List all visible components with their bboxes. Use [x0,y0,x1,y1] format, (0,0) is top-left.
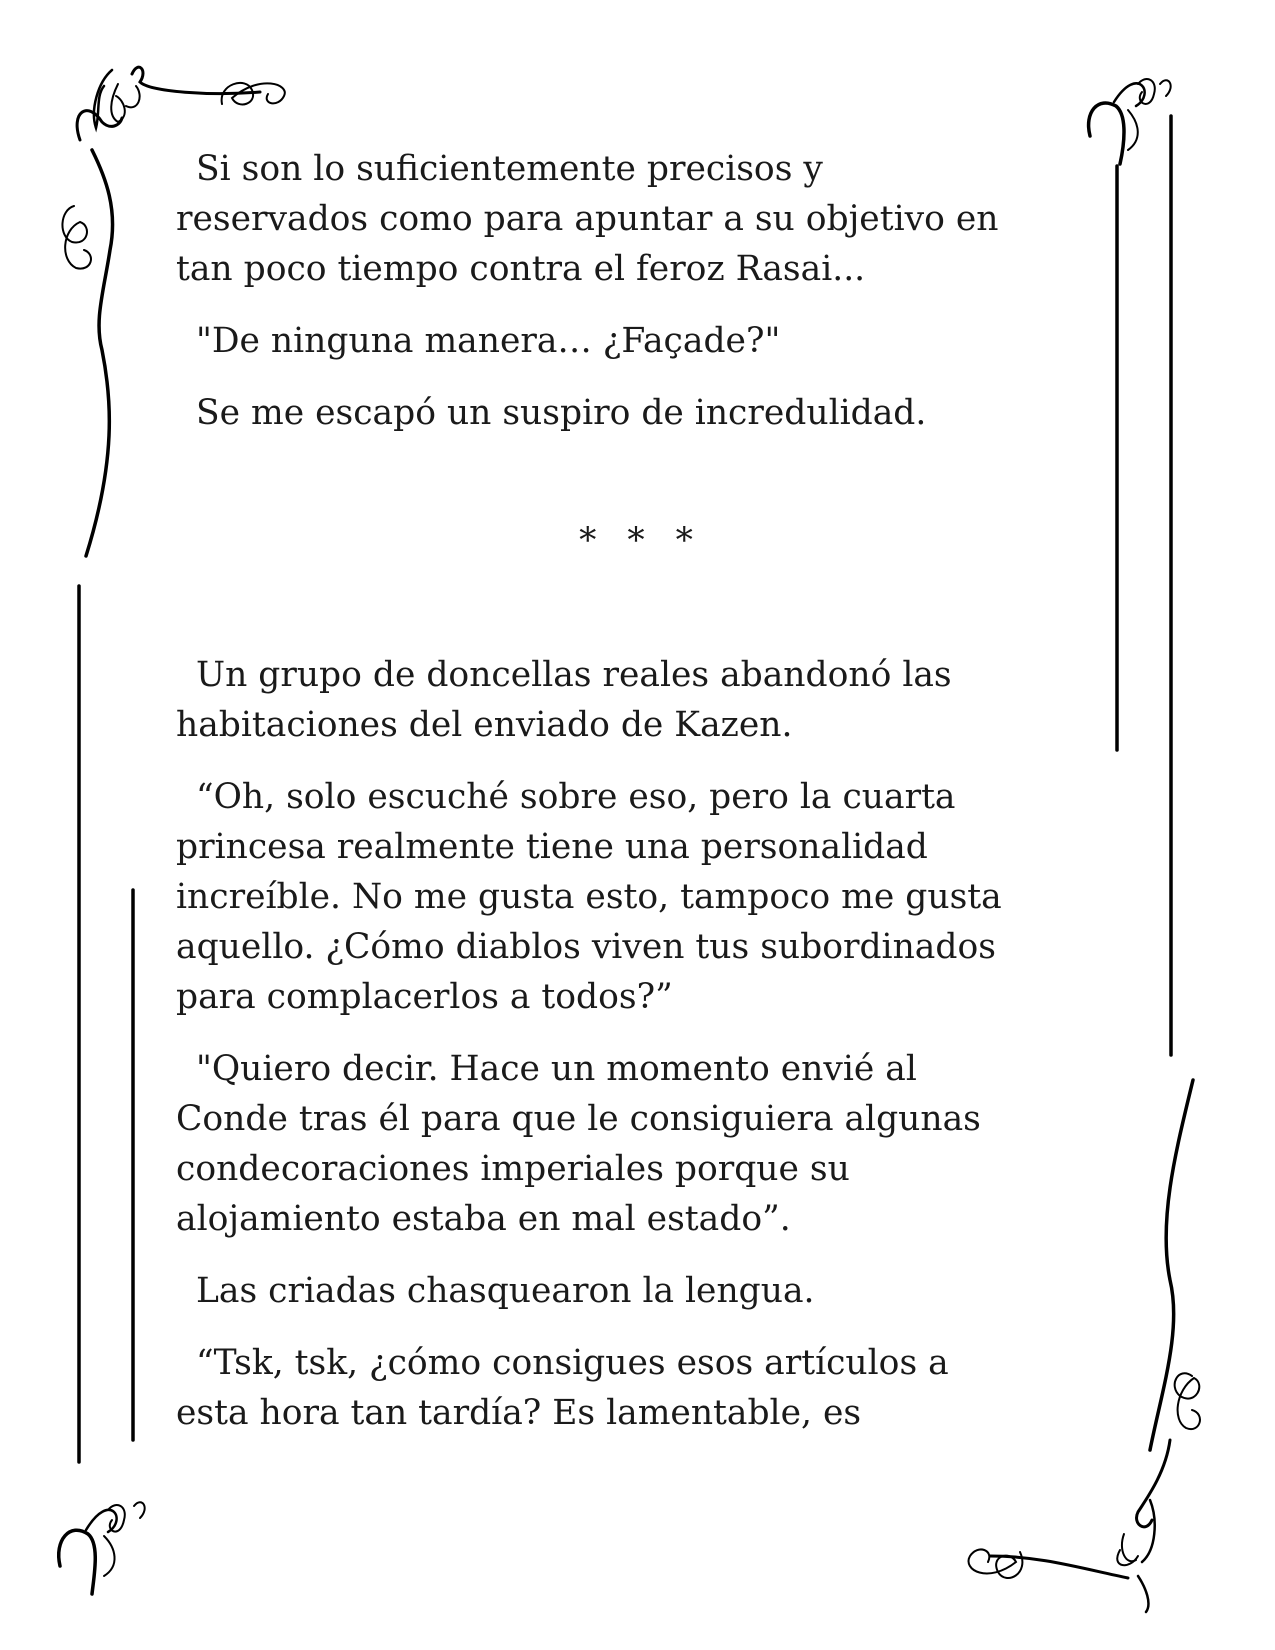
body-text [176,144,1076,1438]
paragraph-1: Si son lo suficientemente precisos y reservados como para apuntar a su objetivo en tan poco tiempo contra el feroz Rasai... [176,149,999,289]
paragraph-2: "De ninguna manera… ¿Façade?" [196,321,781,361]
paragraph-6: "Quiero decir. Hace un momento envié al Conde tras él para que le consiguiera algunas condecoraciones imperiales porque su alojamiento estaba en mal estado”. [176,1049,981,1239]
paragraph-7: Las criadas chasquearon la lengua. [196,1271,815,1311]
paragraph-8: “Tsk, tsk, ¿cómo consigues esos artículos a esta hora tan tardía? Es lamentable, es [176,1343,949,1433]
paragraph-4: Un grupo de doncellas reales abandonó las habitaciones del enviado de Kazen. [176,655,952,745]
flourish-bottom-left [59,1502,145,1594]
flourish-top-right [1089,79,1171,164]
section-separator: * * * [579,521,703,561]
paragraph-5: “Oh, solo escuché sobre eso, pero la cuarta princesa realmente tiene una personalidad increíble. No me gusta esto, tampoco me gusta aquello. ¿Cómo diablos viven tus subordinados para complacerlos a todos?” [176,777,1002,1017]
paragraph-3: Se me escapó un suspiro de incredulidad. [196,393,927,433]
